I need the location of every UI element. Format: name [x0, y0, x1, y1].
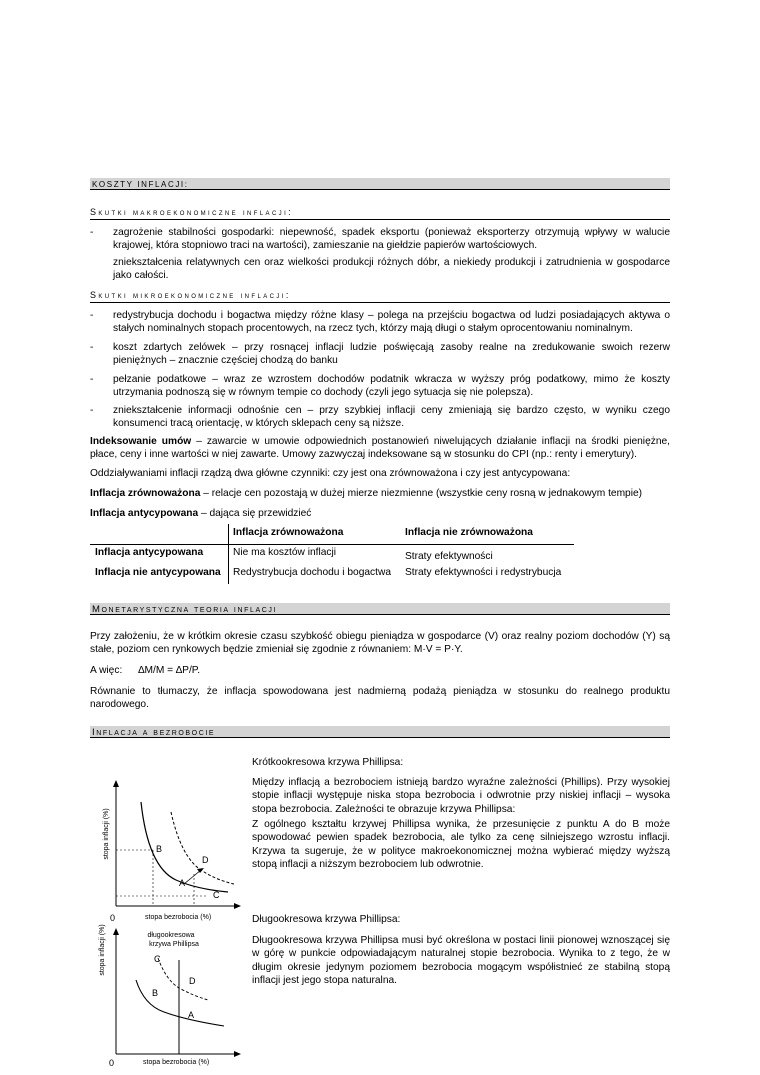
subsection-title: Skutki makroekonomiczne inflacji:	[90, 207, 294, 217]
table-cell: Straty efektywności i redystrybucja	[405, 567, 562, 578]
list-item-text: koszt zdartych zelówek – przy rosnącej inflacji ludzie poświęcają zasoby realne na zredukowanie swoich rezerw pieniężnych – znacznie częściej chodzą do banku	[113, 342, 670, 367]
y-axis-label: stopa inflacji (%)	[103, 808, 110, 860]
paragraph-monetary-2	[90, 664, 670, 677]
paragraph-monetary-1: Przy założeniu, że w krótkim okresie czasu szybkość obiegu pieniądza w gospodarce (V) oraz realny poziom dochodów (Y) są stałe, poziom cen rynkowych będzie zmieniał się zgodnie z równaniem: M·V = P·Y.	[90, 631, 670, 656]
y-axis-arrow	[113, 928, 119, 935]
table-cell: Nie ma kosztów inflacji	[233, 547, 337, 558]
paragraph-oddzialywania: Oddziaływaniami inflacji rządzą dwa główne czynniki: czy jest ona zrównoważona i czy jest antycypowana:	[90, 468, 571, 479]
point-label-a: A	[179, 878, 186, 888]
table-header: Inflacja nie zrównoważona	[405, 527, 533, 538]
formula: ∆M/M = ∆P/P.	[138, 665, 201, 676]
point-label-d: D	[189, 976, 196, 986]
long-run-paragraph: Długookresowa krzywa Phillipsa musi być określona w postaci linii pionowej wznoszącej się w górę w punkcie odpowiadającym naturalnej stopie bezrobocia. Wynika to z tego, że w długim okresie jedynym poziomem bezrobocia mogącym współistnieć ze stabilną stopą inflacji jest jego stopa naturalna.	[252, 935, 670, 986]
list-item-text: pełzanie podatkowe – wraz ze wzrostem dochodów podatnik wkracza w wyższy próg podatkowy, mimo że koszty utrzymania podnoszą się w równym tempie co dochody (czyli jego sytuacja się nie polepsza).	[113, 374, 670, 399]
list-item-text: zniekształcenia relatywnych cen oraz wielkości produkcji różnych dóbr, a niekiedy produkcji i zatrudnienia w gospodarce jako całości.	[113, 257, 670, 282]
definition: – relacje cen pozostają w dużej mierze niezmienne (wszystkie ceny rosną w jednakowym tempie)	[200, 488, 643, 499]
section-header-monetarystyczna	[90, 603, 670, 615]
point-label-b: B	[156, 844, 163, 854]
subsection-header-makro	[90, 206, 670, 220]
long-run-phillips-chart	[96, 920, 248, 1072]
short-run-phillips-chart	[96, 772, 248, 924]
point-label-c: C	[154, 954, 161, 964]
definition: – dająca się przewidzieć	[198, 508, 312, 519]
section-header-koszty	[90, 178, 670, 190]
bullet-dash: -	[90, 405, 94, 416]
bullet-dash: -	[90, 310, 94, 321]
x-axis-label: stopa bezrobocia (%)	[145, 914, 212, 921]
table-cell: Straty efektywności	[405, 551, 493, 562]
point-label-b: B	[152, 988, 159, 998]
bullet-dash: -	[90, 227, 94, 238]
y-axis-label: stopa inflacji (%)	[99, 924, 106, 976]
x-axis-label: stopa bezrobocia (%)	[143, 1059, 210, 1066]
table-row-label: Inflacja antycypowana	[95, 547, 204, 558]
long-run-title: Długookresowa krzywa Phillipsa:	[252, 914, 401, 925]
bullet-dash: -	[90, 342, 94, 353]
list-item	[90, 256, 670, 283]
table-row-label: Inflacja nie antycypowana	[95, 567, 221, 578]
short-run-title: Krótkookresowa krzywa Phillipsa:	[252, 757, 404, 768]
shifted-short-run-curve	[158, 958, 208, 1000]
list-item-text: zagrożenie stabilności gospodarki: niepewność, spadek eksportu (ponieważ eksporterzy otrzymują wpływy w walucie krajowej, która stopniowo traci na wartości), zamieszanie na giełdzie papierów wartościowych.	[113, 227, 670, 252]
term: Inflacja antycypowana	[90, 508, 199, 519]
list-item-text: redystrybucja dochodu i bogactwa między różne klasy – polega na przejściu bogactwa od ludzi posiadających aktywa o stałych nominalnych stopach procentowych, na rzecz tych, którzy mają długi o stałym oprocentowaniu nominalnym.	[113, 310, 670, 335]
origin-label: 0	[110, 913, 116, 923]
arrow-a-to-d	[184, 870, 201, 884]
curve-label: długookresowa	[147, 932, 195, 939]
paragraph-antycypowana	[90, 507, 670, 520]
definition: – zawarcie w umowie odpowiednich postanowień niwelujących działanie inflacji na środki pieniężne, płace, ceny i inne wartości w niej zawarte. Umowy zazwyczaj indeksowane są w stosunku do CPI (np.: renty i emerytury).	[90, 436, 670, 461]
section-title: Monetarystyczna teoria inflacji	[92, 604, 278, 615]
label: A więc:	[90, 665, 123, 676]
list-item	[90, 226, 670, 253]
bullet-dash: -	[90, 374, 94, 385]
term: Indeksowanie umów	[90, 436, 192, 447]
point-label-a: A	[188, 1010, 195, 1020]
list-item	[90, 404, 670, 431]
term: Inflacja zrównoważona	[90, 488, 201, 499]
curve-label: krzywa Phillipsa	[149, 941, 199, 948]
section-title: Inflacja a bezrobocie	[92, 727, 216, 738]
point-label-d: D	[202, 855, 209, 865]
section-title: KOSZTY INFLACJI:	[92, 180, 189, 189]
paragraph-zrownowazona	[90, 487, 670, 500]
short-run-curve	[136, 980, 224, 1026]
shifted-phillips-curve	[171, 812, 234, 884]
list-item-text: zniekształcenie informacji odnośnie cen – przy szybkiej inflacji ceny zmieniają się bardzo często, w wyniku czego konsumenci tracą orientację, w których sklepach ceny są niższe.	[113, 405, 670, 430]
origin-label: 0	[109, 1058, 115, 1068]
section-header-inflacja-bezrobocie	[90, 726, 670, 738]
x-axis-arrow	[234, 1051, 241, 1057]
point-label-c: C	[213, 890, 220, 900]
paragraph-monetary-3: Równanie to tłumaczy, że inflacja spowodowana jest nadmierną podażą pieniądza w stosunku do realnego produktu narodowego.	[90, 686, 670, 711]
y-axis-arrow	[113, 780, 119, 787]
list-item	[90, 341, 670, 368]
list-item	[90, 309, 670, 336]
list-item	[90, 373, 670, 400]
subsection-title: Skutki mikroekonomiczne inflacji:	[90, 290, 291, 300]
table-cell: Redystrybucja dochodu i bogactwa	[233, 567, 392, 578]
table-header: Inflacja zrównoważona	[233, 527, 344, 538]
subsection-header-mikro	[90, 289, 670, 303]
short-run-paragraph-2: Z ogólnego kształtu krzywej Phillipsa wynika, że przesunięcie z punktu A do B może spowodować pewien spadek bezrobocia, ale tylko za cenę silniejszego wzrostu inflacji. Krzywa ta sugeruje, że w polityce makroekonomicznej można wybierać między wyższą stopą inflacji a niższym bezrobociem lub odwrotnie.	[252, 819, 670, 870]
x-axis-arrow	[234, 903, 241, 909]
short-run-paragraph-1: Między inflacją a bezrobociem istnieją bardzo wyraźne zależności (Phillips). Przy wysokiej stopie inflacji występuje niska stopa bezrobocia i odwrotnie przy niskiej inflacji – wysoka stopa bezrobocia. Zależności te obrazuje krzywa Phillipsa:	[252, 777, 670, 815]
paragraph-indeksowanie	[90, 435, 670, 462]
